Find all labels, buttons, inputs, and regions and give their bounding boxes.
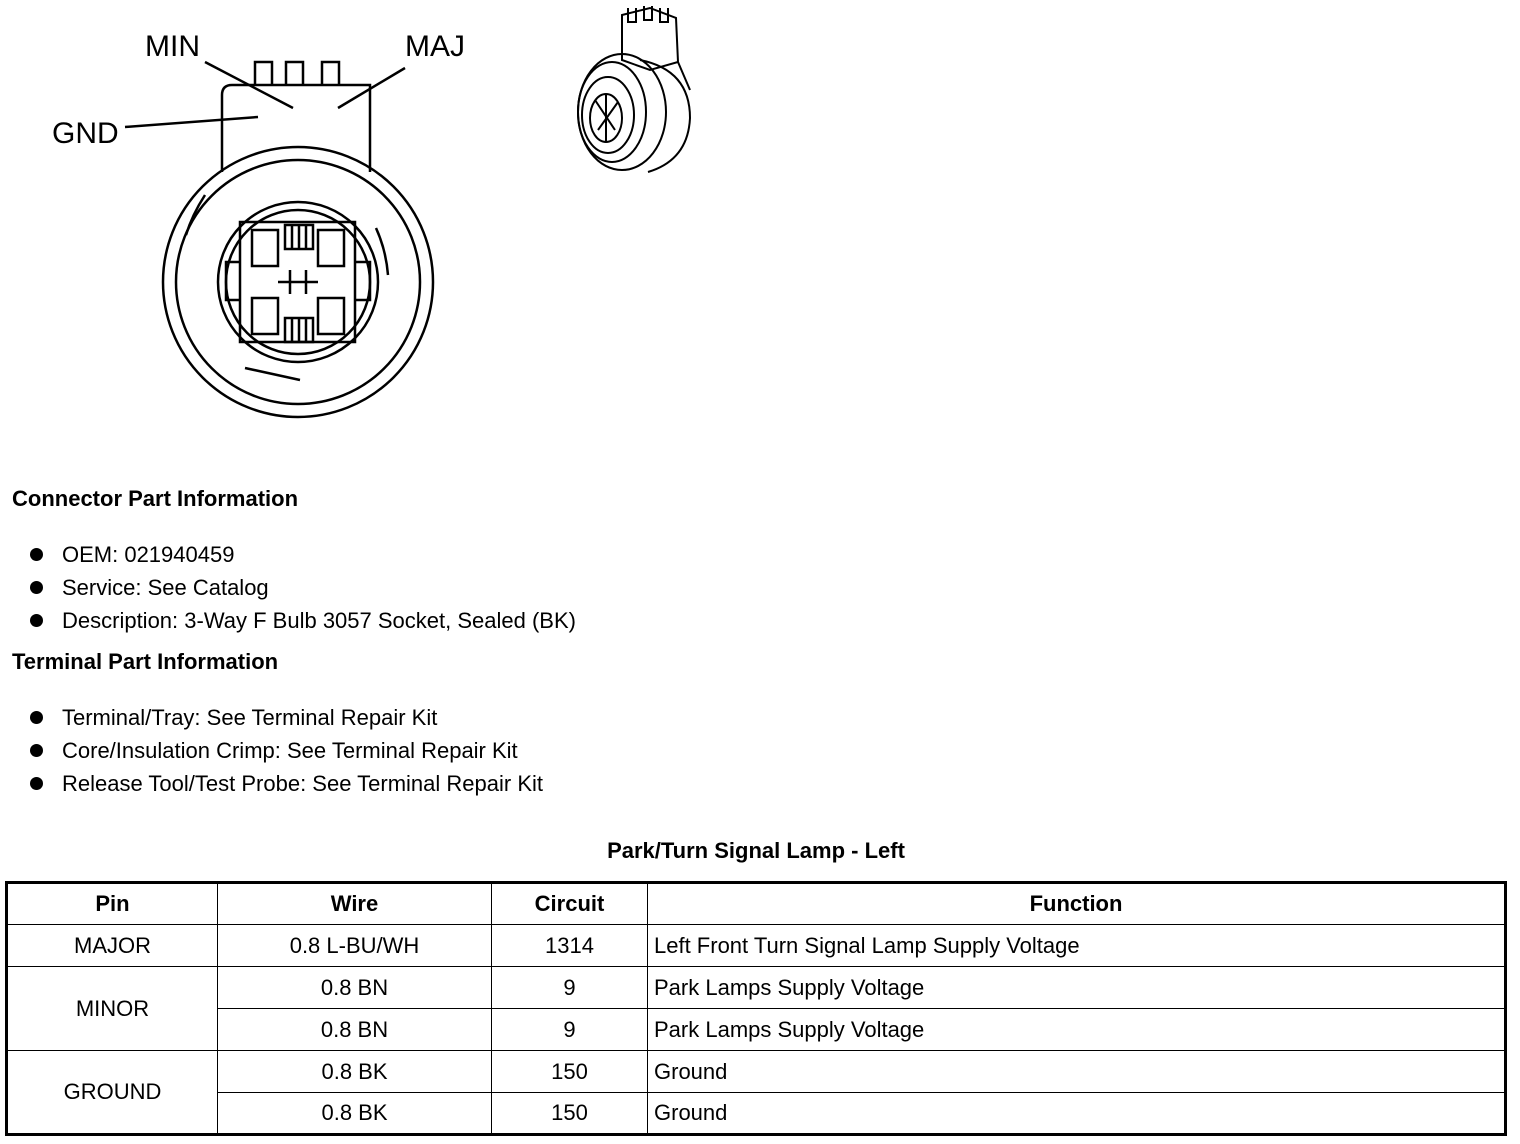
list-item: Terminal/Tray: See Terminal Repair Kit: [30, 701, 543, 734]
pinout-table: [5, 881, 1507, 1136]
bullet-icon: [30, 711, 43, 724]
connector-info-heading: Connector Part Information: [12, 486, 299, 511]
terminal-tabs: [255, 62, 339, 85]
gnd-leader-line: [125, 117, 258, 127]
table-header-row: [7, 883, 1506, 925]
cell-wire: 0.8 BN: [218, 1009, 492, 1051]
list-item: Core/Insulation Crimp: See Terminal Repair Kit: [30, 734, 543, 767]
table-row: [7, 1051, 1506, 1093]
terminal-info-heading: Terminal Part Information: [12, 649, 279, 674]
table-row: [7, 925, 1506, 967]
list-item: Description: 3-Way F Bulb 3057 Socket, Sealed (BK): [30, 604, 576, 637]
cell-pin: GROUND: [7, 1051, 218, 1135]
cell-circuit: 9: [492, 967, 648, 1009]
table-row: [7, 967, 1506, 1009]
cell-wire: 0.8 BK: [218, 1051, 492, 1093]
cell-wire: 0.8 BK: [218, 1093, 492, 1135]
cell-pin: MINOR: [7, 967, 218, 1051]
cell-wire: 0.8 BN: [218, 967, 492, 1009]
connector-diagram: [0, 0, 720, 430]
header-wire: Wire: [218, 883, 492, 925]
terminal-info-list: [30, 701, 543, 800]
cell-wire: 0.8 L-BU/WH: [218, 925, 492, 967]
table-row: [7, 1093, 1506, 1135]
cell-circuit: 150: [492, 1051, 648, 1093]
cell-function: Ground: [648, 1051, 1506, 1093]
contact-gnd: [318, 230, 344, 266]
cell-pin: MAJOR: [7, 925, 218, 967]
cell-circuit: 150: [492, 1093, 648, 1135]
maj-leader-line: [338, 68, 405, 108]
header-circuit: Circuit: [492, 883, 648, 925]
maj-label: MAJ: [405, 30, 465, 63]
header-pin: Pin: [7, 883, 218, 925]
cell-function: Left Front Turn Signal Lamp Supply Voltage: [648, 925, 1506, 967]
bullet-icon: [30, 581, 43, 594]
table-title: Park/Turn Signal Lamp - Left: [607, 838, 905, 863]
min-label: MIN: [145, 30, 200, 63]
cell-function: Park Lamps Supply Voltage: [648, 1009, 1506, 1051]
cell-function: Ground: [648, 1093, 1506, 1135]
header-function: Function: [648, 883, 1506, 925]
cell-circuit: 1314: [492, 925, 648, 967]
bullet-icon: [30, 744, 43, 757]
list-item: Service: See Catalog: [30, 571, 576, 604]
cell-circuit: 9: [492, 1009, 648, 1051]
contact-maj: [252, 230, 278, 266]
bullet-icon: [30, 614, 43, 627]
socket-isometric-view: [578, 6, 690, 172]
gnd-label: GND: [52, 117, 119, 150]
bullet-icon: [30, 777, 43, 790]
table-row: [7, 1009, 1506, 1051]
list-item: OEM: 021940459: [30, 538, 576, 571]
connector-info-list: [30, 538, 576, 637]
list-item: Release Tool/Test Probe: See Terminal Repair Kit: [30, 767, 543, 800]
bullet-icon: [30, 548, 43, 561]
cell-function: Park Lamps Supply Voltage: [648, 967, 1506, 1009]
